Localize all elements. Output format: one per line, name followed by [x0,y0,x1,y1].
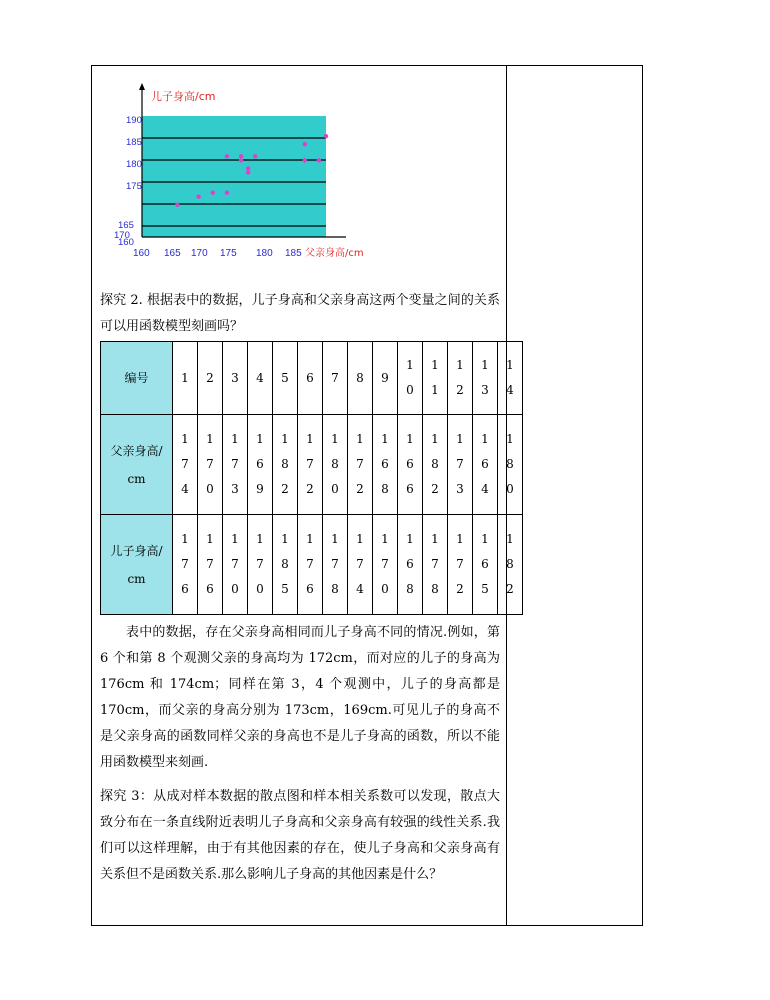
table-cell: 9 [373,342,398,415]
table-cell: 1 7 8 [423,515,448,615]
table-cell: 1 7 0 [373,515,398,615]
table-cell: 1 7 2 [298,415,323,515]
table-cell: 1 7 2 [448,515,473,615]
paragraph-explore3: 探究 3：从成对样本数据的散点图和样本相关系数可以发现，散点大致分布在一条直线附近表明儿子身高和父亲身高有较强的线性关系.我们可以这样理解，由于有其他因素的存在，使儿子身高和父亲身高有关系但不是函数关系.那么影响儿子身高的其他因素是什么？ [100,789,500,882]
table-cell: 1 2 [448,342,473,415]
table-cell: 1 7 0 [248,515,273,615]
x-tick-label: 160 [133,248,150,259]
table-cell: 1 7 0 [223,515,248,615]
data-point [239,154,243,158]
data-point [175,203,179,207]
x-tick-label: 185 [285,248,302,259]
table-cell: 1 7 6 [198,515,223,615]
section2-question: 探究 2. 根据表中的数据，儿子身高和父亲身高这两个变量之间的关系可以用函数模型刻画吗？ [100,293,500,334]
id-row [101,342,523,415]
table-cell: 1 [173,342,198,415]
data-point [303,158,307,162]
son-height-row [101,515,523,615]
data-point [324,134,328,138]
y-axis-arrow [139,83,145,90]
table-cell: 1 1 [423,342,448,415]
data-point [196,194,200,198]
table-cell: 1 7 6 [298,515,323,615]
table-cell: 1 6 6 [398,415,423,515]
plot-background [142,116,326,237]
table-cell: 1 6 8 [398,515,423,615]
father-height-row [101,415,523,515]
data-point [303,142,307,146]
table-cell: 1 7 4 [173,415,198,515]
data-point [239,158,243,162]
table-cell: 2 [198,342,223,415]
y-tick-label: 165 [118,220,134,231]
row-header: 编号 [101,342,173,415]
data-point [225,154,229,158]
y-axis-label: 儿子身高/cm [151,90,216,103]
table-cell: 1 8 2 [423,415,448,515]
x-tick-label: 180 [256,248,273,259]
table-cell: 7 [323,342,348,415]
table-cell: 5 [273,342,298,415]
table-cell: 1 8 5 [273,515,298,615]
y-tick-label: 190 [126,115,142,126]
table-cell: 1 7 3 [223,415,248,515]
table-cell: 1 6 9 [248,415,273,515]
table-cell: 3 [223,342,248,415]
table-cell: 1 8 0 [323,415,348,515]
scatter-chart [104,80,404,270]
table-cell: 1 7 0 [198,415,223,515]
data-point [246,166,250,170]
table-cell: 8 [348,342,373,415]
y-tick-label: 180 [126,159,142,170]
y-tick-label: 170 [114,230,130,241]
data-point [225,190,229,194]
height-data-table [100,341,523,615]
table-cell: 1 7 8 [323,515,348,615]
table-cell: 1 4 [498,342,523,415]
data-point [317,158,321,162]
row-header: 父亲身高/cm [101,415,173,515]
table-cell: 1 7 4 [348,515,373,615]
table-cell: 6 [298,342,323,415]
table-cell: 1 7 2 [348,415,373,515]
data-point [253,154,257,158]
table-cell: 1 7 6 [173,515,198,615]
data-point [246,170,250,174]
table-cell: 1 8 2 [498,515,523,615]
table-cell: 4 [248,342,273,415]
row-header: 儿子身高/cm [101,515,173,615]
paragraph-analysis: 表中的数据，存在父亲身高相同而儿子身高不同的情况.例如，第 6 个和第 8 个观测父亲的身高均为 172cm，而对应的儿子的身高为 176cm 和 174cm；同样在第 3，4 个观测中，儿子的身高都是 170cm，而父亲的身高分别为 173cm，169cm.可见儿子的身高不是父亲身高的函数同样父亲的身高也不是儿子身高的函数，所以不能用函数模型来刻画. [100,625,500,770]
table-cell: 1 6 4 [473,415,498,515]
y-tick-label: 160 [118,237,134,248]
table-cell: 1 6 8 [373,415,398,515]
table-cell: 1 6 5 [473,515,498,615]
x-tick-label: 170 [191,248,208,259]
table-cell: 1 7 3 [448,415,473,515]
x-tick-label: 165 [164,248,181,259]
data-point [211,190,215,194]
y-tick-label: 175 [126,181,142,192]
table-cell: 1 3 [473,342,498,415]
x-axis-label: 父亲身高/cm [305,248,364,259]
x-tick-label: 175 [220,248,237,259]
table-cell: 1 8 2 [273,415,298,515]
scatter-plot-area [104,80,404,270]
table-cell: 1 8 0 [498,415,523,515]
table-cell: 1 0 [398,342,423,415]
y-tick-label: 185 [126,137,142,148]
